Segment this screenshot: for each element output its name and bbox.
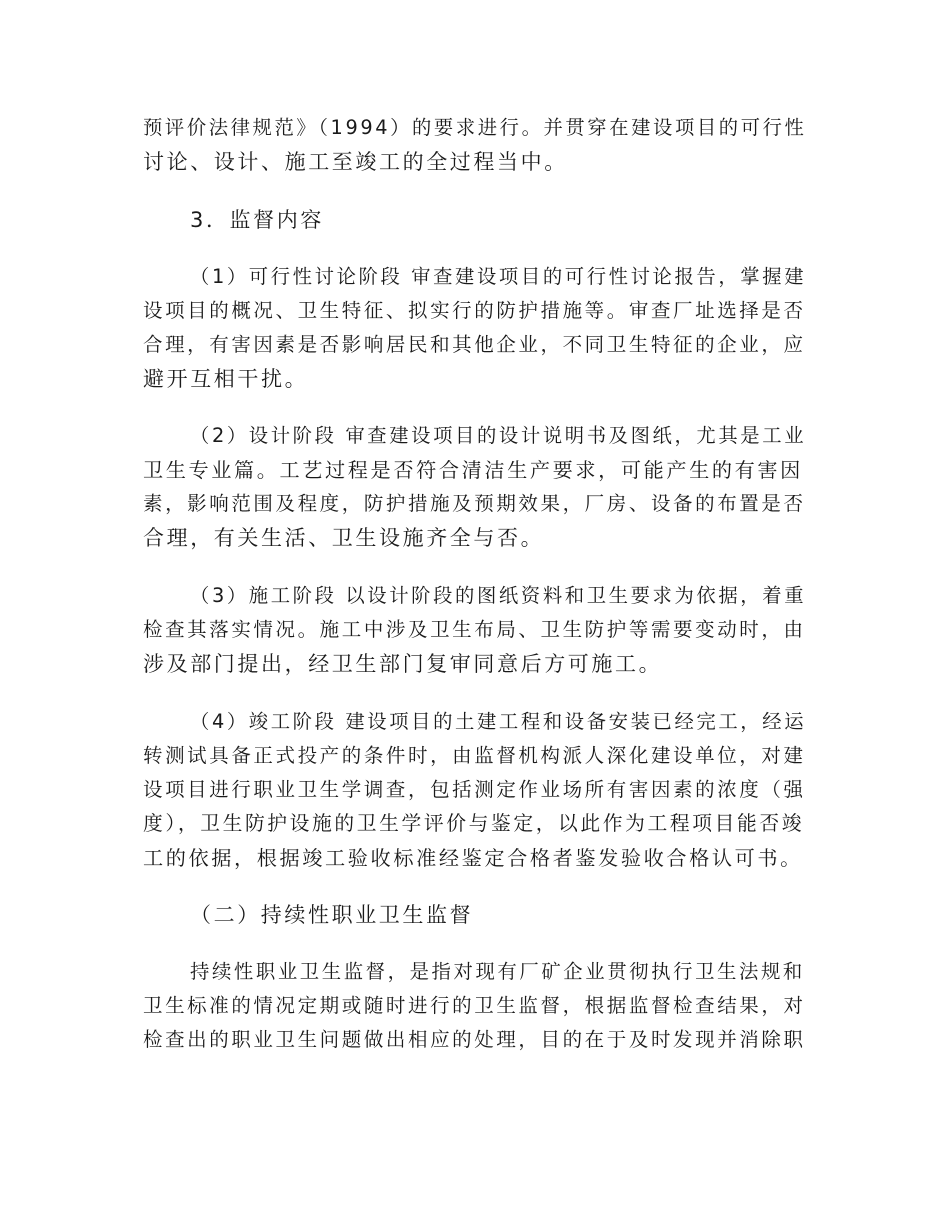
- paragraph-line: 合理，有关生活、卫生设施齐全与否。: [143, 526, 545, 550]
- paragraph-line: （4）竣工阶段 建设项目的土建工程和设备安装已经完工，经运: [190, 710, 807, 733]
- paragraph-line: 检查其落实情况。施工中涉及卫生布局、卫生防护等需要变动时，由: [143, 618, 806, 641]
- paragraph-line: 持续性职业卫生监督，是指对现有厂矿企业贯彻执行卫生法规和: [190, 960, 805, 983]
- paragraph-line: 检查出的职业卫生问题做出相应的处理，目的在于及时发现并消除职: [143, 1028, 806, 1051]
- paragraph-line: 度），卫生防护设施的卫生学评价与鉴定，以此作为工程项目能否竣: [143, 812, 805, 835]
- paragraph-line: 卫生专业篇。工艺过程是否符合清洁生产要求，可能产生的有害因: [143, 458, 803, 482]
- paragraph-line: 避开互相干扰。: [143, 367, 309, 391]
- paragraph-line: 涉及部门提出，经卫生部门复审同意后方可施工。: [143, 652, 663, 676]
- paragraph-line: 工的依据，根据竣工验收标准经鉴定合格者鉴发验收合格认可书。: [143, 846, 803, 870]
- paragraph-line: （1）可行性讨论阶段 审查建设项目的可行性讨论报告，掌握建: [190, 265, 807, 288]
- paragraph-line: 设项目进行职业卫生学调查，包括测定作业场所有害因素的浓度（强: [143, 778, 806, 801]
- paragraph-line: 合理，有害因素是否影响居民和其他企业，不同卫生特征的企业，应: [143, 333, 806, 356]
- paragraph-line: （2）设计阶段 审查建设项目的设计说明书及图纸，尤其是工业: [190, 424, 807, 447]
- section-heading: 3．监督内容: [190, 208, 324, 232]
- paragraph-line: 素，影响范围及程度，防护措施及预期效果，厂房、设备的布置是否: [143, 492, 806, 515]
- paragraph-line: 转测试具备正式投产的条件时，由监督机构派人深化建设单位，对建: [143, 744, 806, 767]
- paragraph-line: 预评价法律规范》（1994）的要求进行。并贯穿在建设项目的可行性: [143, 116, 807, 139]
- paragraph-line: 讨论、设计、施工至竣工的全过程当中。: [143, 150, 568, 174]
- paragraph-line: 设项目的概况、卫生特征、拟实行的防护措施等。审查厂址选择是否: [143, 299, 806, 322]
- paragraph-line: 卫生标准的情况定期或随时进行的卫生监督，根据监督检查结果，对: [143, 994, 806, 1017]
- section-heading: （二）持续性职业卫生监督: [190, 903, 474, 927]
- paragraph-line: （3）施工阶段 以设计阶段的图纸资料和卫生要求为依据，着重: [190, 584, 807, 607]
